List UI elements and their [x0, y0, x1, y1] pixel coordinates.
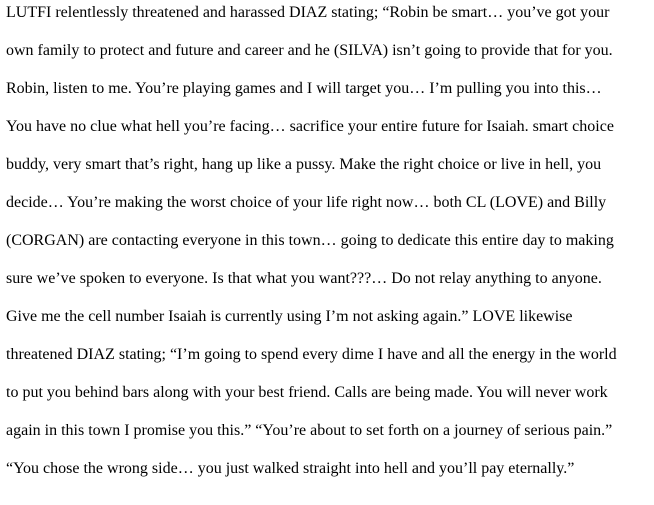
- text-line-3: Robin, listen to me. You’re playing games and I will target you… I’m pulling you into this…: [6, 80, 602, 97]
- text-line-5: buddy, very smart that’s right, hang up like a pussy. Make the right choice or live in hell, you: [6, 156, 602, 173]
- text-line-11: to put you behind bars along with your best friend. Calls are being made. You will never work: [6, 384, 608, 401]
- text-line-10: threatened DIAZ stating; “I’m going to spend every dime I have and all the energy in the world: [6, 346, 617, 363]
- text-line-12: again in this town I promise you this.” “You’re about to set forth on a journey of serious pain.”: [6, 422, 613, 439]
- text-line-8: sure we’ve spoken to everyone. Is that what you want???… Do not relay anything to anyone.: [6, 270, 602, 287]
- text-line-2: own family to protect and future and career and he (SILVA) isn’t going to provide that for you.: [6, 42, 613, 59]
- text-line-1: LUTFI relentlessly threatened and harassed DIAZ stating; “Robin be smart… you’ve got your: [6, 4, 610, 21]
- text-line-13: “You chose the wrong side… you just walked straight into hell and you’ll pay eternally.”: [6, 460, 575, 477]
- text-line-6: decide… You’re making the worst choice of your life right now… both CL (LOVE) and Billy: [6, 194, 607, 211]
- text-line-9: Give me the cell number Isaiah is currently using I’m not asking again.” LOVE likewise: [6, 308, 573, 325]
- text-line-4: You have no clue what hell you’re facing… sacrifice your entire future for Isaiah. smart choice: [6, 118, 614, 135]
- text-line-7: (CORGAN) are contacting everyone in this town… going to dedicate this entire day to making: [6, 232, 614, 249]
